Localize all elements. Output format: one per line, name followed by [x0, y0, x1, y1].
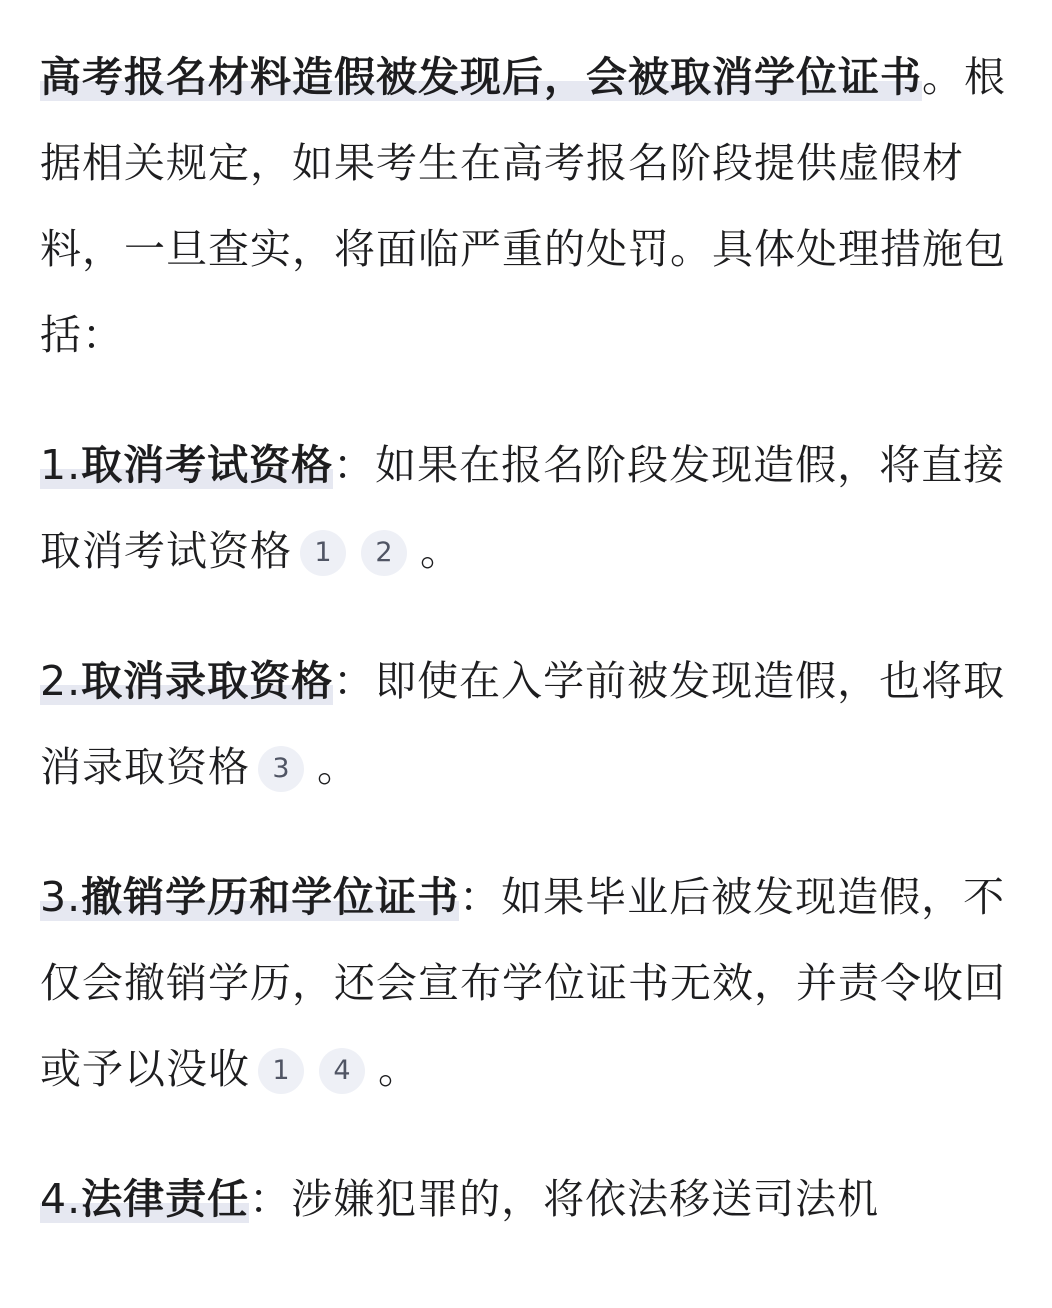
item-separator: ： [333, 441, 376, 489]
item-number: 4. [40, 1175, 82, 1223]
citation-badge[interactable]: 2 [361, 530, 407, 576]
item-text: 如果毕业后被发现造假，不仅会撤销学历，还会宣布学位证书无效，并责令收回或予以没收 [40, 873, 1006, 1093]
list-item [40, 1156, 1022, 1242]
item-end-mark: 。 [317, 743, 359, 791]
item-separator: ： [333, 657, 376, 705]
citation-badge[interactable]: 3 [258, 746, 304, 792]
item-heading [40, 1175, 249, 1223]
citation-badge[interactable]: 1 [258, 1048, 304, 1094]
item-number: 1. [40, 441, 82, 489]
citation-badge[interactable]: 1 [300, 530, 346, 576]
item-separator: ： [249, 1175, 292, 1223]
item-number: 2. [40, 657, 82, 705]
item-title: 取消考试资格 [81, 441, 334, 489]
item-number: 3. [40, 873, 82, 921]
intro-paragraph [40, 34, 1022, 378]
item-heading [40, 441, 333, 489]
intro-text: 。根据相关规定，如果考生在高考报名阶段提供虚假材料，一旦查实，将面临严重的处罚。具体处理措施包括： [40, 53, 1006, 359]
item-heading [40, 873, 459, 921]
intro-highlight: 高考报名材料造假被发现后，会被取消学位证书 [40, 53, 922, 101]
item-text: 如果在报名阶段发现造假，将直接取消考试资格 [40, 441, 1006, 575]
item-title: 法律责任 [81, 1175, 250, 1223]
item-heading [40, 657, 333, 705]
item-end-mark: 。 [378, 1045, 420, 1093]
list-item [40, 854, 1022, 1112]
item-title: 取消录取资格 [81, 657, 334, 705]
list-item [40, 422, 1022, 594]
item-text: 涉嫌犯罪的，将依法移送司法机 [291, 1175, 880, 1223]
item-title: 撤销学历和学位证书 [81, 873, 460, 921]
item-text: 即使在入学前被发现造假，也将取消录取资格 [40, 657, 1006, 791]
list-item [40, 638, 1022, 810]
item-separator: ： [459, 873, 502, 921]
item-end-mark: 。 [420, 527, 462, 575]
citation-badge[interactable]: 4 [319, 1048, 365, 1094]
